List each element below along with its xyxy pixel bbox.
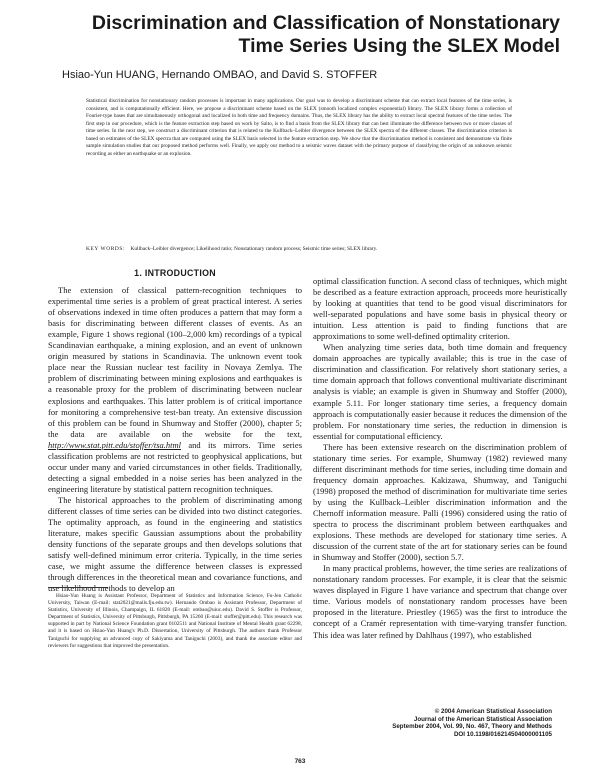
page-number: 763	[294, 758, 306, 765]
right-paragraph-2: When analyzing time series data, both time domain and frequency domain approaches are typically available; this is true in the case of discrimination and classification. For relatively short stationary series, a time domain approach that follows conventional multivariate discriminant analysis is viable; an example is given in Shumway and Stoffer (2000), example 5.11. For longer stationary time series, a frequency domain approach is computationally easier because it reduces the dimension of the problem. For nonstationary time series, the reduction in dimension is essential for computational efficiency.	[313, 342, 567, 441]
right-column	[313, 276, 567, 641]
intro-paragraph-2: The historical approaches to the problem of discriminating among different classes of time series can be divided into two distinct categories. The optimality approach, as found in the engineering and statistics literature, makes specific Gaussian assumptions about the probability density functions of the separate groups and then develops solutions that satisfy well-defined minimum error criteria. Typically, in the time series case, we might assume the difference between classes is expressed through differences in the theoretical mean and covariance functions, and use likelihood methods to develop an	[48, 494, 302, 594]
doi: DOI 10.1198/016214504000001105	[453, 730, 552, 738]
intro-p1-text-b: and its mirrors. Time series classification problems are not restricted to geophysical applications, but occur under many and varied circumstances in other fields. Traditionally, detecting a signal embedded in a noise series has been analyzed in the engineering literature by statistical pattern recognition techniques.	[48, 439, 303, 494]
right-paragraph-4: In many practical problems, however, the time series are realizations of nonstationary random processes. For example, it is clear that the seismic waves displayed in Figure 1 have variance and spectrum that change over time. Various models of nonstationary random processes have been proposed in the literature. Priestley (1965) was the first to introduce the concept of a Cramér representation with time-varying transfer function. This idea was later refined by Dahlhaus (1997), who established	[313, 563, 567, 640]
intro-paragraph-1	[48, 285, 302, 495]
section-heading: 1. INTRODUCTION	[134, 268, 216, 278]
author-footnote: Hsiao-Yun Huang is Assistant Professor, Department of Statistics and Information Science, Fu-Jen Catholic University, Taiwan (E-mail: stat2021@mails.fju.edu.tw). Hernando Ombao is Assistant Professor, Department of Statistics, University of Illinois, Champaign, IL 61820 (E-mail: ombao@uiuc.edu). David S. Stoffer is Professor, Department of Statistics, University of Pittsburgh, Pittsburgh, PA 15260 (E-mail: stoffer@pitt.edu). This research was supported in part by National Science Foundation grant 0102511 and National Institute of Mental Health grant 62298, and it is based on Hsiao-Yun Huang's Ph.D. Dissertation, University of Pittsburgh. The authors thank Professor Taniguchi for supplying an advanced copy of Sakiyama and Taniguchi (2003), and thank the associate editor and reviewers for suggestions that improved the presentation.	[48, 593, 302, 649]
keywords	[86, 246, 512, 253]
title-line-1: Discrimination and Classification of Nonstationary	[91, 12, 560, 34]
journal-name: Journal of the American Statistical Association	[413, 715, 552, 723]
keywords-text: Kullback–Leibler divergence; Likelihood ratio; Nonstationary random process; Seismic time series; SLEX library.	[130, 246, 378, 252]
title-line-2: Time Series Using the SLEX Model	[238, 35, 560, 57]
issue-info: September 2004, Vol. 99, No. 467, Theory and Methods	[392, 723, 552, 731]
keywords-label: KEY WORDS:	[86, 246, 126, 252]
text-website-link[interactable]: http://www.stat.pitt.edu/stoffer/tsa.html	[48, 439, 182, 450]
right-paragraph-3: There has been extensive research on the discrimination problem of stationary time series. For example, Shumway (1982) reviewed many different discriminant methods for time series, including time domain and frequency domain approaches. Kakizawa, Shumway, and Taniguchi (1998) proposed the method of discrimination for multivariate time series by using the Kullback–Leibler discrimination information and the Chernoff information measure. Palli (1996) considered using the ratio of spectra to process the discriminant problem between earthquakes and explosions. These methods are developed for stationary time series. A discussion of the current state of the art for stationary series can be found in Shumway and Stoffer (2000), section 5.7.	[313, 441, 567, 563]
footnote-divider	[48, 587, 108, 588]
paper-title	[40, 12, 560, 58]
copyright-line: © 2004 American Statistical Association	[434, 708, 552, 715]
abstract: Statistical discrimination for nonstationary random processes is important in many applications. Our goal was to develop a discriminant scheme that can extract local features of the time series, is consistent, and is computationally efficient. Here, we propose a discriminant scheme based on the SLEX (smooth localized complex exponential) library. The SLEX library forms a collection of Fourier-type bases that are simultaneously orthogonal and localized in both time and frequency domains. Thus, the SLEX library has the ability to extract local spectral features of the time series. The first step in our procedure, which is the feature extraction step based on work by Saito, is to find a basis from the SLEX library that can best illuminate the difference between two or more classes of time series. In the next step, we construct a discriminant criterion that is related to the Kullback–Leibler divergence between the SLEX spectra of the different classes. The discrimination criterion is based on estimates of the SLEX spectra that are computed using the SLEX basis selected in the feature extraction step. We show that the discrimination method is consistent and demonstrate via finite sample simulation studies that our proposed method performs well. Finally, we apply our method to a seismic waves dataset with the primary purpose of classifying the origin of an unknown seismic recording as either an earthquake or an explosion.	[86, 98, 512, 157]
left-column	[48, 268, 302, 594]
copyright-block	[292, 708, 552, 738]
author-list: Hsiao-Yun HUANG, Hernando OMBAO, and David S. STOFFER	[62, 69, 378, 81]
right-paragraph-1: optimal classification function. A second class of techniques, which might be described as a feature extraction approach, proceeds more heuristically by looking at quantities that tend to be good visual discriminators for well-separated populations and have some basis in physical theory or intuition. Less attention is paid to finding functions that are approximations to some well-defined optimality criterion.	[313, 276, 567, 342]
intro-p1-text-a: The extension of classical pattern-recognition techniques to experimental time series is a problem of great practical interest. A series of observations indexed in time often produces a pattern that may form a basis for discriminating between different classes of events. As an example, Figure 1 shows regional (100–2,000 km) recordings of a typical Scandinavian earthquake, a mining explosion, and an event of unknown origin measured by stations in Scandinavia. The unknown event took place near the Russian nuclear test facility in Novaya Zemlya. The problem of discriminating between mining explosions and earthquakes is a reasonable proxy for the problem of discriminating between nuclear explosions and earthquakes. This latter problem is of critical importance for monitoring a comprehensive test-ban treaty. An extensive discussion of this problem can be found in Shumway and Stoffer (2000), chapter 5; the data are available on the website for the text,	[48, 285, 302, 439]
